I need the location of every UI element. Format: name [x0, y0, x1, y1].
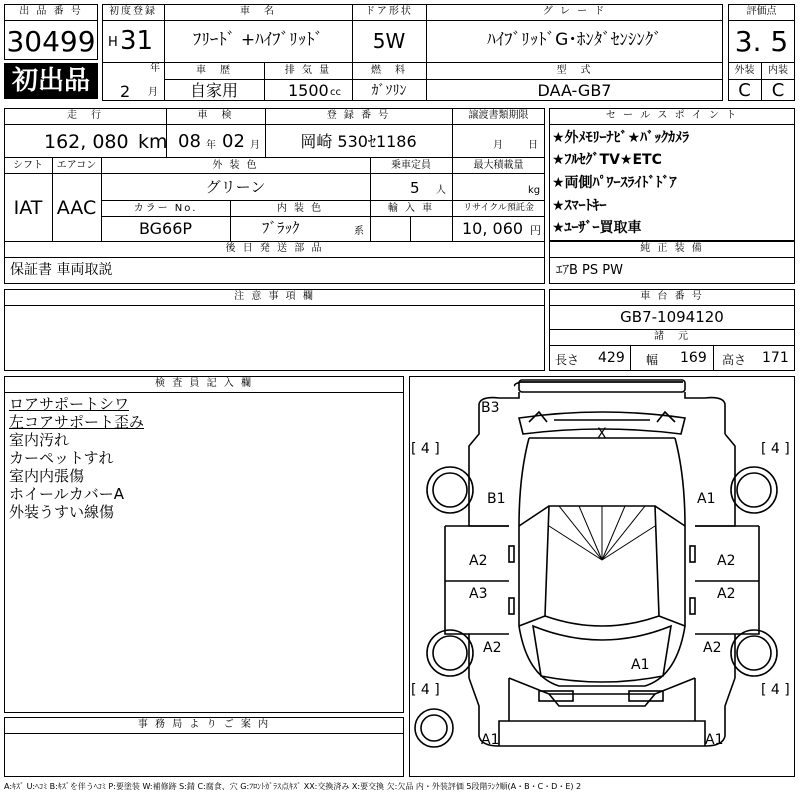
tire-depth-mark: [ 4 ] [761, 682, 790, 698]
inspector-label: 検 査 員 記 入 欄 [155, 378, 253, 389]
load-label: 最大積載量 [473, 160, 524, 171]
interior-color-unit: 系 [354, 226, 364, 237]
sales-point: ★ｽﾏｰﾄｷｰ [552, 198, 607, 214]
chassis-label: 車 台 番 号 [640, 291, 704, 302]
recycle-fee: 10, 060 [462, 219, 524, 238]
door: 5W [372, 29, 406, 53]
inspection-month: 02 [222, 131, 245, 152]
damage-mark: B3 [481, 400, 500, 416]
exterior-grade: C [738, 80, 751, 101]
color-no-label: カラー No. [133, 203, 198, 214]
plate-number: 岡崎 530ｾ1186 [300, 132, 417, 151]
inspection-year-unit: 年 [206, 140, 216, 151]
shift: IAT [13, 197, 43, 219]
inspection-month-unit: 月 [250, 140, 260, 151]
transfer-month-unit: 月 [493, 140, 503, 151]
reg-month: 2 [120, 82, 131, 101]
car-name-label: 車 名 [240, 6, 276, 17]
grade-label: グ レ ー ド [542, 6, 607, 17]
transfer-label: 譲渡書類期限 [468, 110, 529, 121]
inspector-line: 室内内張傷 [9, 467, 85, 485]
sales-label: セ ー ル ス ポ イ ン ト [605, 110, 739, 121]
later-parts: 保証書 車両取説 [10, 262, 113, 278]
sales-point: ★外ﾒﾓﾘｰﾅﾋﾞ★ﾊﾞｯｸｶﾒﾗ [552, 130, 690, 146]
car-name: ﾌﾘｰﾄﾞ +ﾊｲﾌﾞﾘｯﾄﾞ [192, 30, 324, 50]
displacement: 1500 [288, 81, 329, 100]
history-label: 車 歴 [196, 65, 232, 76]
width-label: 幅 [646, 353, 659, 367]
interior-color-label: 内 装 色 [276, 203, 324, 214]
damage-mark: A1 [697, 491, 716, 507]
displacement-unit: cc [330, 87, 341, 98]
lot-no: 30499 [6, 25, 96, 58]
exterior-label: 外装 [734, 65, 755, 76]
car-diagram-svg [409, 376, 795, 777]
ac-label: エアコン [56, 160, 97, 171]
year-unit: 年 [150, 63, 160, 74]
height: 171 [762, 350, 789, 366]
mileage-unit: km [138, 131, 168, 153]
length-label: 長さ [555, 353, 580, 367]
month-unit: 月 [148, 87, 158, 98]
sales-point: ★ﾌﾙｾｸﾞTV★ETC [552, 152, 662, 168]
fuel-label: 燃 料 [371, 65, 407, 76]
interior-label: 内装 [768, 65, 788, 76]
damage-mark: A2 [469, 553, 488, 569]
score: 3. 5 [734, 25, 789, 58]
recycle-label: リサイクル預託金 [463, 203, 534, 213]
damage-mark: A3 [469, 586, 488, 602]
damage-mark: X [597, 426, 607, 442]
later-parts-label: 後 日 発 送 部 品 [225, 243, 324, 254]
color-no: BG66P [138, 219, 193, 238]
inspector-line: ホイールカバーA [9, 485, 124, 503]
first-listing-badge: 初出品 [4, 63, 98, 99]
inspector-line: 外装うすい線傷 [9, 503, 115, 521]
damage-mark: A1 [631, 657, 650, 673]
lot-no-label: 出 品 番 号 [19, 6, 83, 17]
sales-point: ★両側ﾊﾟﾜｰｽﾗｲﾄﾞﾄﾞｱ [552, 175, 677, 191]
damage-mark: A2 [717, 553, 736, 569]
displacement-label: 排 気 量 [284, 65, 332, 76]
import-label: 輸 入 車 [387, 203, 435, 214]
damage-mark: A1 [705, 732, 724, 748]
ac: AAC [56, 197, 97, 219]
model-label: 型 式 [556, 65, 593, 76]
color-label: 外 装 色 [212, 160, 259, 171]
transfer-day-unit: 日 [528, 140, 538, 151]
inspector-line: 室内汚れ [9, 431, 70, 449]
plate-label: 登 録 番 号 [326, 110, 391, 121]
damage-mark: A2 [483, 640, 502, 656]
height-label: 高さ [722, 353, 747, 367]
equip-label: 純 正 装 備 [640, 243, 704, 254]
tire-depth-mark: [ 4 ] [761, 441, 790, 457]
legend: A:ｷｽﾞ U:ﾍｺﾐ B:ｷｽﾞを伴うﾍｺﾐ P:要塗装 W:補修跡 S:錆 C:腐食、穴 G:ﾌﾛﾝﾄｶﾞﾗｽ点ｷｽﾞ XX:交換済み X:要交換 欠:欠品 内・外装評価 5段階ﾗﾝｸ順(A・B・C・D・E) 2 [4, 782, 582, 791]
inspection-label: 車 検 [197, 110, 234, 121]
tire-depth-mark: [ 4 ] [411, 441, 440, 457]
score-label: 評価点 [746, 6, 777, 17]
capacity-unit: 人 [436, 185, 446, 196]
interior-color: ﾌﾞﾗｯｸ [262, 219, 300, 237]
dims-label: 諸 元 [654, 331, 690, 342]
fuel: ｶﾞｿﾘﾝ [371, 83, 407, 99]
inspector-line: 左コアサポート歪み [9, 413, 145, 431]
capacity: 5 [410, 179, 420, 197]
capacity-label: 乗車定員 [391, 160, 431, 171]
mileage-label: 走 行 [67, 110, 103, 121]
office-label: 事 務 局 よ り ご 案 内 [137, 719, 271, 730]
damage-mark: A1 [481, 732, 500, 748]
damage-mark: B1 [487, 491, 506, 507]
notes-label: 注 意 事 項 欄 [234, 291, 315, 302]
reg-year: 31 [120, 26, 154, 56]
inspector-line: カーペットすれ [9, 449, 114, 467]
recycle-unit: 円 [530, 224, 541, 237]
length: 429 [598, 350, 625, 366]
first-reg-label: 初度登録 [109, 6, 157, 17]
mileage: 162, 080 [44, 131, 129, 153]
history: 自家用 [189, 81, 238, 100]
grade: ﾊｲﾌﾞﾘｯﾄﾞG･ﾎﾝﾀﾞｾﾝｼﾝｸﾞ [487, 30, 662, 50]
inspection-year: 08 [178, 131, 201, 152]
model: DAA-GB7 [537, 81, 612, 100]
exterior-color: グリーン [205, 178, 266, 196]
sales-point: ★ﾕｰｻﾞｰ買取車 [552, 220, 642, 236]
equip-value: ｴｱB PS PW [556, 263, 623, 278]
tire-depth-mark: [ 4 ] [411, 682, 440, 698]
era: H [108, 35, 118, 50]
shift-label: シフト [13, 160, 43, 171]
damage-mark: A2 [703, 640, 722, 656]
door-label: ドア形状 [365, 6, 413, 17]
chassis-number: GB7-1094120 [620, 308, 724, 326]
load-unit: kg [528, 185, 541, 196]
damage-mark: A2 [717, 586, 736, 602]
interior-grade: C [771, 80, 785, 101]
inspector-line: ロアサポートシワ [9, 395, 130, 413]
width: 169 [680, 350, 707, 366]
